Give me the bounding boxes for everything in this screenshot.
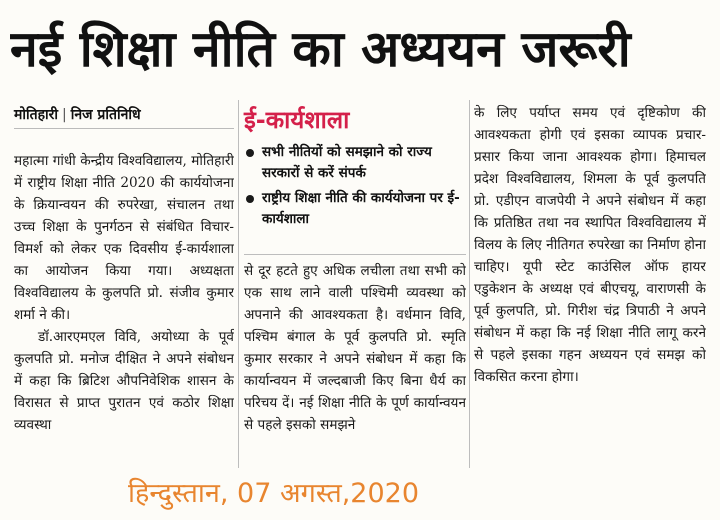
- article-column-3: [474, 102, 706, 472]
- bullet-item: सभी नीतियों को समझाने को राज्य सरकारों से करें संपर्क: [244, 142, 466, 184]
- article-paragraph: से दूर हटते हुए अधिक लचीला तथा सभी को एक साथ लाने वाली पश्चिमी व्यवस्था को अपनाने की आवश्यकता है। वर्धमान विवि, पश्चिम बंगाल के पूर्व कुलपति प्रो. स्मृति कुमार सरकार ने अपने संबोधन में कहा कि कार्यान्वयन में जल्दबाजी किए बिना धैर्य का परिचय दें। नई शिक्षा नीति के पूर्ण कार्यान्वयन से पहले इसको समझने: [244, 263, 466, 433]
- article-paragraph: के लिए पर्याप्त समय एवं दृष्टिकोण की आवश्यकता होगी एवं इसका व्यापक प्रचार-प्रसार किया जाना आवश्यक होगा। हिमाचल प्रदेश विश्वविद्यालय, शिमला के पूर्व कुलपति प्रो. एडीएन वाजपेयी ने अपने संबोधन में कहा कि प्रतिष्ठित तथा नव स्थापित विश्वविद्यालय में विलय के लिए नीतिगत रुपरेखा का निर्माण होना चाहिए। यूपी स्टेट काउंसिल ऑफ हायर एडुकेशन के अध्यक्ष एवं बीएचयू, वाराणसी के पूर्व कुलपति, प्रो. गिरीश चंद्र त्रिपाठी ने अपने संबोधन में कहा कि नई शिक्षा नीति लागू करने से पहले इसका गहन अध्ययन एवं समझ को विकसित करना होगा।: [474, 105, 706, 385]
- article-column-1: [14, 150, 234, 470]
- article-paragraph: डॉ.आरएमएल विवि, अयोध्या के पूर्व कुलपति प्रो. मनोज दीक्षित ने अपने संबोधन में कहा कि ब्रिटिश औपनिवेशिक शासन के विरासत से प्राप्त पुरातन एवं कठोर शिक्षा व्यवस्था: [14, 329, 234, 433]
- bullet-item: राष्ट्रीय शिक्षा नीति की कार्ययोजना पर ई-कार्यशाला: [244, 188, 466, 230]
- dateline-separator: |: [62, 107, 67, 123]
- column-divider: [469, 100, 470, 468]
- dateline: [14, 102, 234, 129]
- sidebar-box-divider: [244, 254, 466, 255]
- sidebar-box-title: ई-कार्यशाला: [244, 106, 350, 134]
- dateline-place: मोतिहारी: [14, 107, 59, 123]
- article-paragraph: महात्मा गांधी केन्द्रीय विश्वविद्यालय, मोतिहारी में राष्ट्रीय शिक्षा नीति 2020 की कार्ययोजना के क्रियान्वयन की रुपरेखा, संचालन तथा उच्च शिक्षा के पुनर्गठन से संबंधित विचार-विमर्श को लेकर एक दिवसीय ई-कार्यशाला का आयोजन किया गया। अध्यक्षता विश्वविद्यालय के कुलपति प्रो. संजीव कुमार शर्मा ने की।: [14, 153, 234, 323]
- column-divider: [238, 100, 239, 468]
- dateline-reporter: निज प्रतिनिधि: [70, 107, 141, 123]
- sidebar-box-bullets: [244, 142, 466, 250]
- source-credit: हिन्दुस्तान, 07 अगस्त,2020: [128, 478, 420, 509]
- headline: नई शिक्षा नीति का अध्ययन जरूरी: [10, 20, 631, 78]
- article-column-2: [244, 260, 466, 470]
